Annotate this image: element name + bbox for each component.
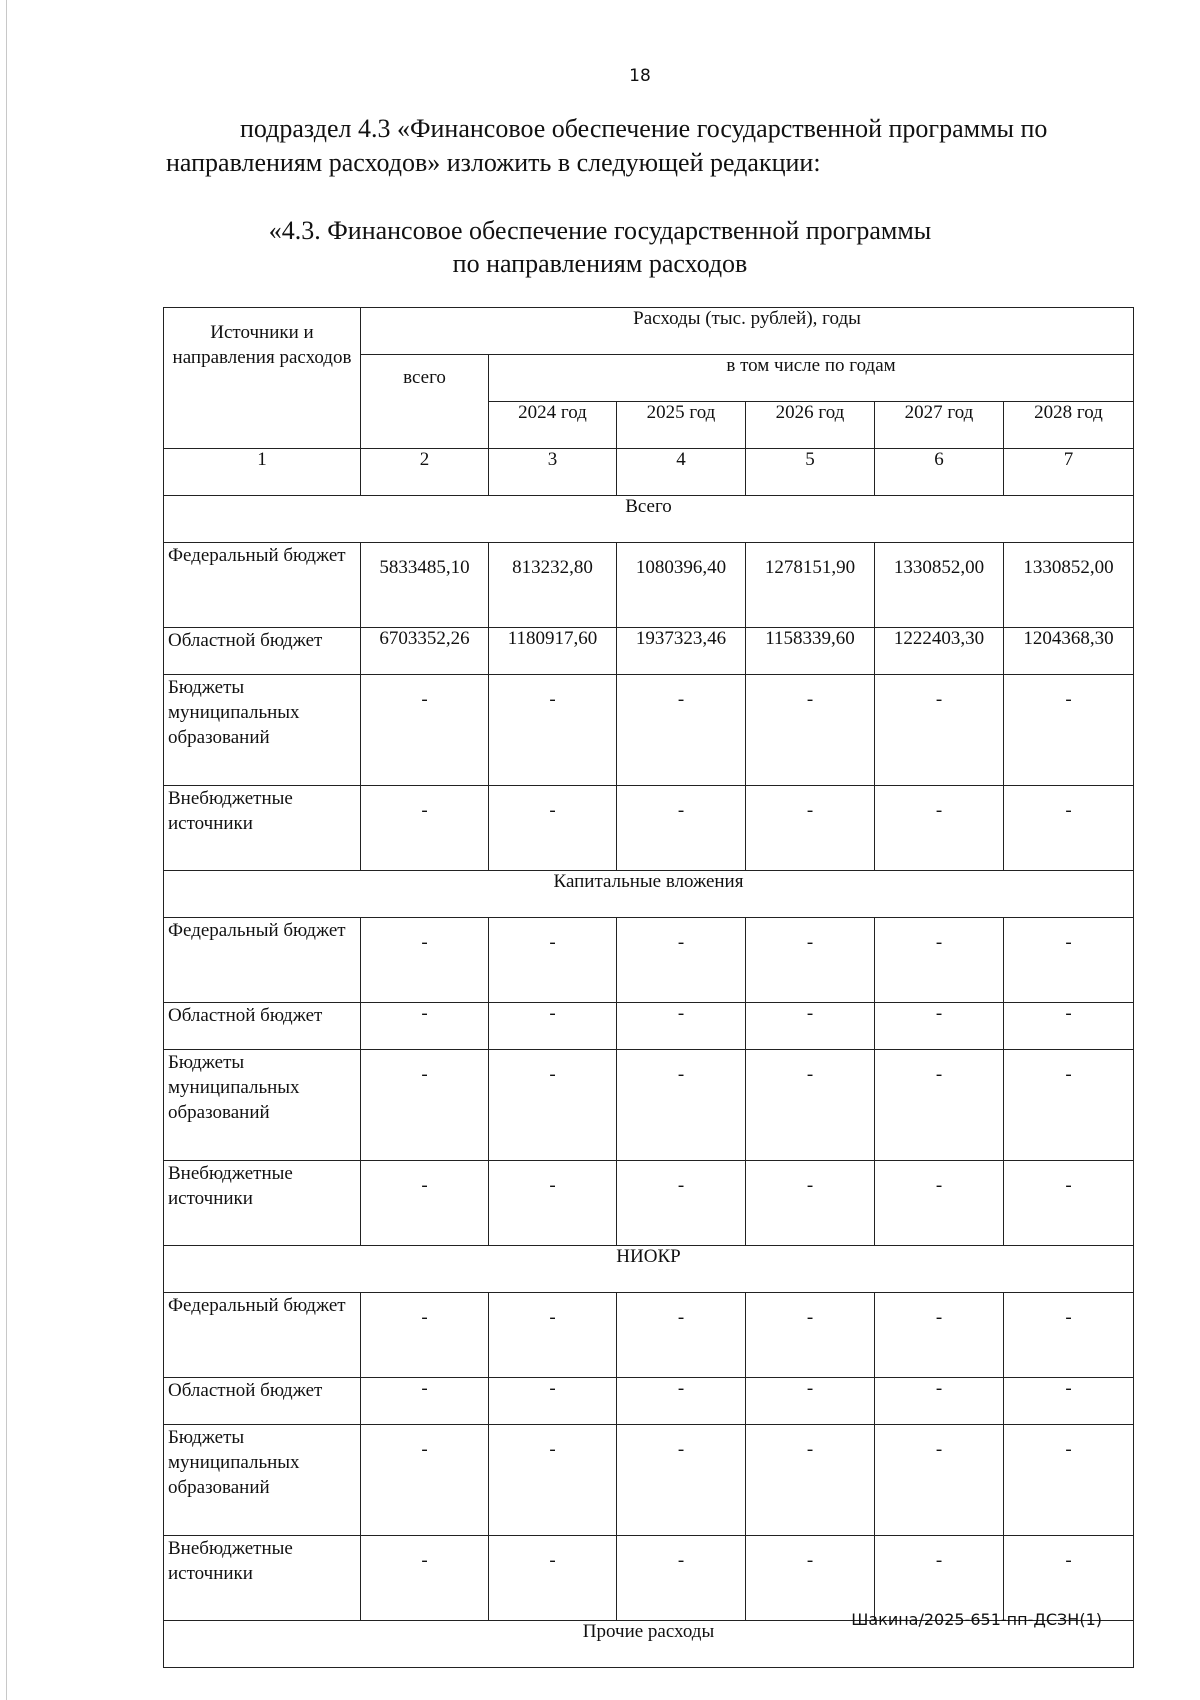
row-value: - bbox=[489, 1050, 617, 1161]
row-label: Федеральный бюджет bbox=[164, 1293, 361, 1378]
column-number: 2 bbox=[361, 449, 489, 496]
page-number: 18 bbox=[629, 66, 651, 86]
header-year: 2024 год bbox=[489, 402, 617, 449]
row-value: - bbox=[617, 1161, 746, 1246]
row-value: - bbox=[875, 918, 1004, 1003]
row-value: - bbox=[489, 675, 617, 786]
heading-line-2: по направлениям расходов bbox=[452, 249, 748, 278]
row-value: - bbox=[1004, 1425, 1134, 1536]
row-label: Бюджеты муниципальных образований bbox=[164, 1425, 361, 1536]
row-value: - bbox=[361, 1293, 489, 1378]
row-value: - bbox=[746, 1003, 875, 1050]
row-value: - bbox=[1004, 786, 1134, 871]
row-value: - bbox=[361, 918, 489, 1003]
row-label: Внебюджетные источники bbox=[164, 1161, 361, 1246]
row-value: - bbox=[617, 1378, 746, 1425]
row-value: - bbox=[1004, 1293, 1134, 1378]
row-value: - bbox=[1004, 675, 1134, 786]
row-value: - bbox=[875, 1425, 1004, 1536]
row-value: 1278151,90 bbox=[746, 543, 875, 628]
row-value: - bbox=[746, 1378, 875, 1425]
row-label: Областной бюджет bbox=[164, 1378, 361, 1425]
header-year: 2027 год bbox=[875, 402, 1004, 449]
table-row bbox=[164, 786, 1134, 871]
row-value: 1222403,30 bbox=[875, 628, 1004, 675]
row-value: - bbox=[617, 675, 746, 786]
row-value: - bbox=[361, 1161, 489, 1246]
row-value: - bbox=[1004, 1050, 1134, 1161]
table-row bbox=[164, 1425, 1134, 1536]
row-value: - bbox=[361, 1050, 489, 1161]
section-title: Всего bbox=[164, 496, 1134, 543]
row-value: - bbox=[875, 1536, 1004, 1621]
table-row bbox=[164, 543, 1134, 628]
row-value: - bbox=[617, 1293, 746, 1378]
column-number: 3 bbox=[489, 449, 617, 496]
row-value: - bbox=[489, 1293, 617, 1378]
row-value: - bbox=[746, 1050, 875, 1161]
table-row bbox=[164, 628, 1134, 675]
row-value: - bbox=[617, 918, 746, 1003]
row-value: - bbox=[746, 786, 875, 871]
row-value: - bbox=[746, 1536, 875, 1621]
heading-line-1: «4.3. Финансовое обеспечение государственной программы bbox=[268, 216, 932, 245]
row-value: - bbox=[875, 1378, 1004, 1425]
row-label: Внебюджетные источники bbox=[164, 786, 361, 871]
row-value: - bbox=[489, 786, 617, 871]
section-title: Прочие расходы bbox=[164, 1621, 1134, 1668]
table-row bbox=[164, 1293, 1134, 1378]
column-number: 1 bbox=[164, 449, 361, 496]
row-value: - bbox=[489, 1425, 617, 1536]
column-number: 6 bbox=[875, 449, 1004, 496]
column-number: 7 bbox=[1004, 449, 1134, 496]
row-value: 5833485,10 bbox=[361, 543, 489, 628]
row-value: - bbox=[361, 1425, 489, 1536]
row-value: - bbox=[746, 1161, 875, 1246]
row-value: 1080396,40 bbox=[617, 543, 746, 628]
section-title: НИОКР bbox=[164, 1246, 1134, 1293]
section-heading bbox=[0, 214, 1200, 280]
table-row bbox=[164, 1161, 1134, 1246]
table-row bbox=[164, 1003, 1134, 1050]
row-value: - bbox=[746, 918, 875, 1003]
column-number: 5 bbox=[746, 449, 875, 496]
row-value: - bbox=[489, 1378, 617, 1425]
header-year: 2026 год bbox=[746, 402, 875, 449]
row-value: - bbox=[489, 1161, 617, 1246]
row-value: 1937323,46 bbox=[617, 628, 746, 675]
row-value: - bbox=[875, 1161, 1004, 1246]
row-value: - bbox=[617, 1536, 746, 1621]
row-label: Бюджеты муниципальных образований bbox=[164, 1050, 361, 1161]
header-by-years: в том числе по годам bbox=[489, 355, 1134, 402]
row-value: - bbox=[746, 1293, 875, 1378]
row-value: - bbox=[875, 1293, 1004, 1378]
row-value: - bbox=[361, 1378, 489, 1425]
row-value: - bbox=[1004, 1378, 1134, 1425]
row-value: 1204368,30 bbox=[1004, 628, 1134, 675]
column-number: 4 bbox=[617, 449, 746, 496]
row-label: Внебюджетные источники bbox=[164, 1536, 361, 1621]
row-value: - bbox=[875, 786, 1004, 871]
section-title: Капитальные вложения bbox=[164, 871, 1134, 918]
row-value: - bbox=[1004, 1536, 1134, 1621]
table-row bbox=[164, 675, 1134, 786]
row-value: 813232,80 bbox=[489, 543, 617, 628]
intro-paragraph bbox=[166, 112, 1126, 180]
table-row bbox=[164, 918, 1134, 1003]
row-value: - bbox=[875, 1003, 1004, 1050]
row-value: - bbox=[875, 1050, 1004, 1161]
header-sources: Источники и направления расходов bbox=[164, 308, 361, 449]
row-value: - bbox=[1004, 1161, 1134, 1246]
row-value: - bbox=[617, 786, 746, 871]
row-value: - bbox=[746, 675, 875, 786]
row-value: - bbox=[361, 1536, 489, 1621]
row-value: - bbox=[1004, 918, 1134, 1003]
row-value: - bbox=[489, 1536, 617, 1621]
row-label: Бюджеты муниципальных образований bbox=[164, 675, 361, 786]
row-value: - bbox=[361, 786, 489, 871]
intro-line-2: направлениям расходов» изложить в следующей редакции: bbox=[166, 148, 821, 177]
table-row bbox=[164, 1050, 1134, 1161]
header-year: 2025 год bbox=[617, 402, 746, 449]
table-row bbox=[164, 1378, 1134, 1425]
header-year: 2028 год bbox=[1004, 402, 1134, 449]
row-value: - bbox=[361, 675, 489, 786]
header-expenses: Расходы (тыс. рублей), годы bbox=[361, 308, 1134, 355]
row-value: - bbox=[875, 675, 1004, 786]
row-value: 1330852,00 bbox=[875, 543, 1004, 628]
row-value: - bbox=[489, 918, 617, 1003]
row-value: - bbox=[617, 1425, 746, 1536]
row-value: 1330852,00 bbox=[1004, 543, 1134, 628]
row-value: - bbox=[746, 1425, 875, 1536]
intro-line-1: подраздел 4.3 «Финансовое обеспечение государственной программы по bbox=[240, 114, 1048, 143]
row-label: Федеральный бюджет bbox=[164, 543, 361, 628]
header-total: всего bbox=[361, 355, 489, 449]
row-label: Областной бюджет bbox=[164, 628, 361, 675]
row-value: 1158339,60 bbox=[746, 628, 875, 675]
row-value: - bbox=[489, 1003, 617, 1050]
finance-table bbox=[163, 307, 1134, 1668]
row-value: 1180917,60 bbox=[489, 628, 617, 675]
document-footer-code: Шакина/2025-651-пп-ДСЗН(1) bbox=[851, 1610, 1102, 1629]
row-label: Федеральный бюджет bbox=[164, 918, 361, 1003]
row-value: 6703352,26 bbox=[361, 628, 489, 675]
row-value: - bbox=[617, 1050, 746, 1161]
table-row bbox=[164, 1536, 1134, 1621]
row-value: - bbox=[617, 1003, 746, 1050]
row-label: Областной бюджет bbox=[164, 1003, 361, 1050]
row-value: - bbox=[1004, 1003, 1134, 1050]
row-value: - bbox=[361, 1003, 489, 1050]
